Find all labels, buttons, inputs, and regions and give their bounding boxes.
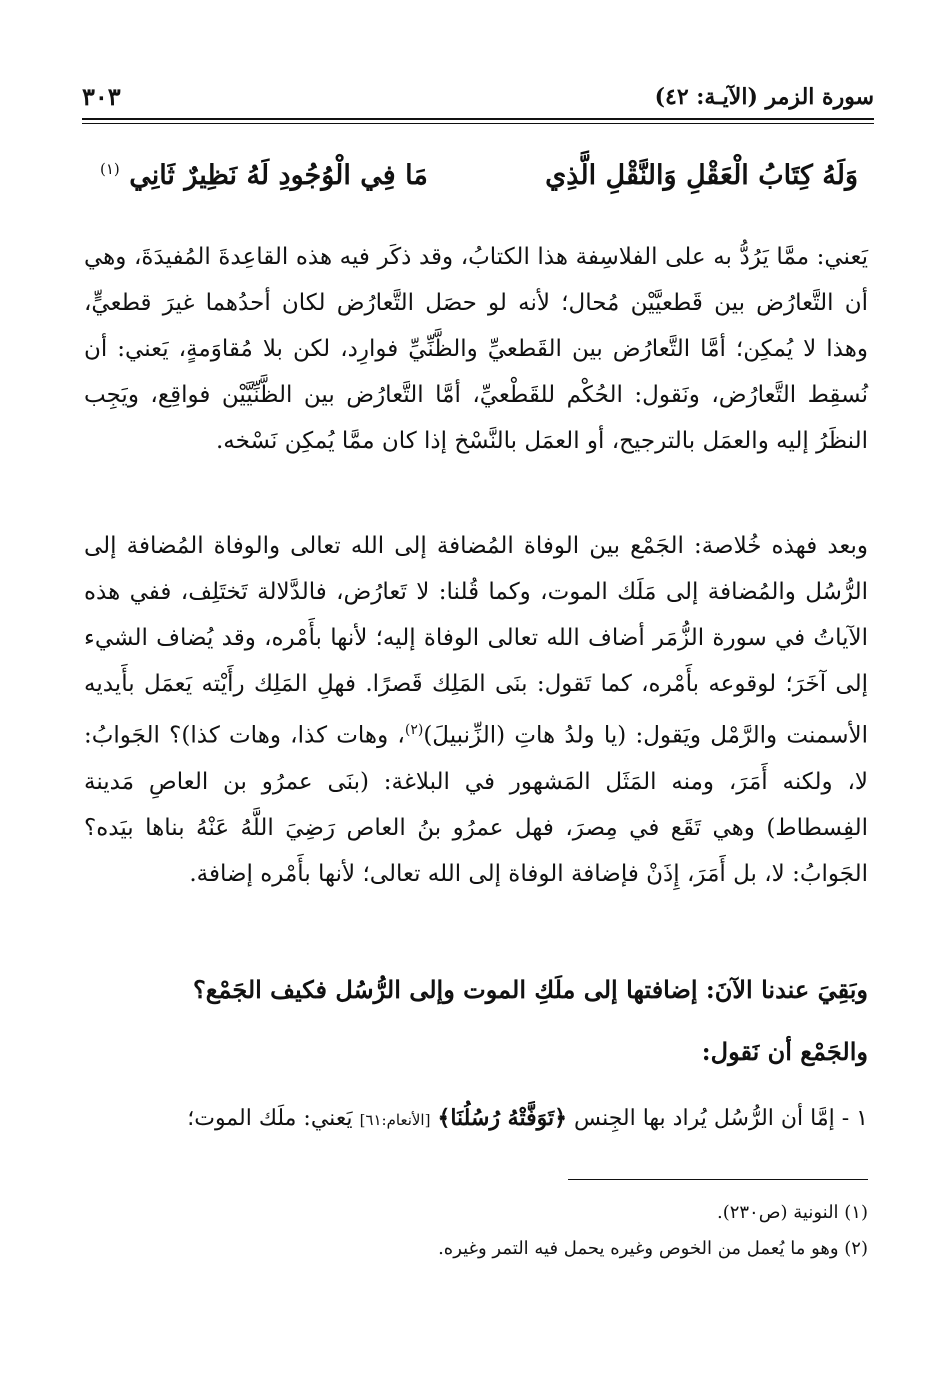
list-item-1-prefix: ١ - إمَّا أن الرُّسُل يُراد بها الجِنس: [574, 1106, 868, 1131]
subheading-remaining-question: وبَقِيَ عندنا الآنَ: إضافتها إلى ملَكِ الموت وإلى الرُّسُل فكيف الجَمْع؟: [192, 975, 868, 1004]
header-title: سورة الزمر (الآيـة: ٤٢): [654, 84, 874, 110]
header-rule-thin: [82, 123, 874, 124]
paragraph-1-text: يَعني: ممَّا يَرُدُّ به على الفلاسِفة هذا الكتابُ، وقد ذكَر فيه هذه القاعِدةَ المُفيدَةَ، وهي أن التَّعارُض بين قَطعيَّيْن مُحال؛ لأنه لو حصَل التَّعارُض لكان أحدُهما غيرَ قطعيٍّ، وهذا لا يُمكِن؛ أمَّا التَّعارُض بين القَطعيِّ والظَّنِّيِّ فوارِد، لكن بلا مُقاوَمةٍ، يَعني: أن نُسقِط التَّعارُض، ونَقول: الحُكْم للقَطْعيِّ، أمَّا التَّعارُض بين الظَّنِّيَّيْن فواقِع، ويَجِب النظَرُ إليه والعمَل بالترجيح، أو العمَل بالنَّسْخ إذا كان ممَّا يُمكِن نَسْخه.: [84, 244, 868, 454]
list-item-1: [84, 1105, 868, 1131]
footnote-separator: [568, 1179, 868, 1180]
poetry-verse: [100, 160, 858, 208]
footnote-marker-2: (٢): [404, 722, 424, 738]
verse-first-hemistich: وَلَهُ كِتَابُ الْعَقْلِ وَالنَّقْلِ الَّذِي: [545, 160, 858, 191]
subheading-reconciliation: والجَمْع أن نَقول:: [701, 1037, 868, 1066]
running-header: [82, 84, 874, 120]
verse-second-hemistich: [100, 160, 428, 191]
footnote-1: (١) النونية (ص٢٣٠).: [716, 1202, 868, 1223]
page-number: ٣٠٣: [82, 82, 121, 111]
paragraph-2-part-b: ، وهات كذا، وهات كذا)؟ الجَوابُ: لا، ولكنه أَمَرَ، ومنه المَثَل المَشهور في البلاغة: (بنَى عمرُو بن العاصِ مَدينة الفِسطاط) وهي تَقَع في مِصرَ، فهل عمرُو بنُ العاص رَضِيَ اللَّهُ عَنْهُ بناها بيَده؟ الجَوابُ: لا، بل أَمَرَ، إِذَنْ فإضافة الوفاة إلى الله تعالى؛ لأنها بأَمْره إضافة.: [84, 722, 868, 887]
footnote-2: (٢) وهو ما يُعمل من الخوص وغيره يحمل فيه التمر وغيره.: [438, 1238, 868, 1259]
paragraph-2: [84, 523, 868, 897]
quran-reference: [الأنعام:٦١]: [359, 1111, 431, 1129]
paragraph-2-part-a: وبعد فهذه خُلاصة: الجَمْع بين الوفاة المُضافة إلى الله تعالى والوفاة المُضافة إلى الرُّسُل والمُضافة إلى مَلَك الموت، وكما قُلنا: لا تَعارُض، فالدَّلالة تَختَلِف، ففي هذه الآياتُ في سورة الزُّمَر أضاف الله تعالى الوفاة إليه؛ لأنها بأَمْره، وقد يُضاف الشيء إلى آخَرَ؛ لوقوعه بأَمْره، كما تَقول: بنَى المَلِك قَصرًا. فهلِ المَلِك رأَيْته يَعمَل بأَيديه الأسمنت والرَّمْل ويَقول: (يا ولدُ هاتِ (الزِّنبيلَ): [84, 533, 868, 749]
list-item-1-suffix: يَعني: ملَك الموت؛: [187, 1106, 353, 1131]
quran-quote: ﴿تَوَفَّتْهُ رُسُلُنَا﴾: [437, 1105, 568, 1131]
header-rule: [82, 118, 874, 120]
paragraph-2-text: [84, 523, 868, 897]
footnote-marker-1: (١): [100, 160, 120, 178]
paragraph-1: [84, 234, 868, 464]
verse-second-hemistich-text: مَا فِي الْوُجُودِ لَهُ نَظِيرٌ ثَانِي: [129, 160, 428, 191]
